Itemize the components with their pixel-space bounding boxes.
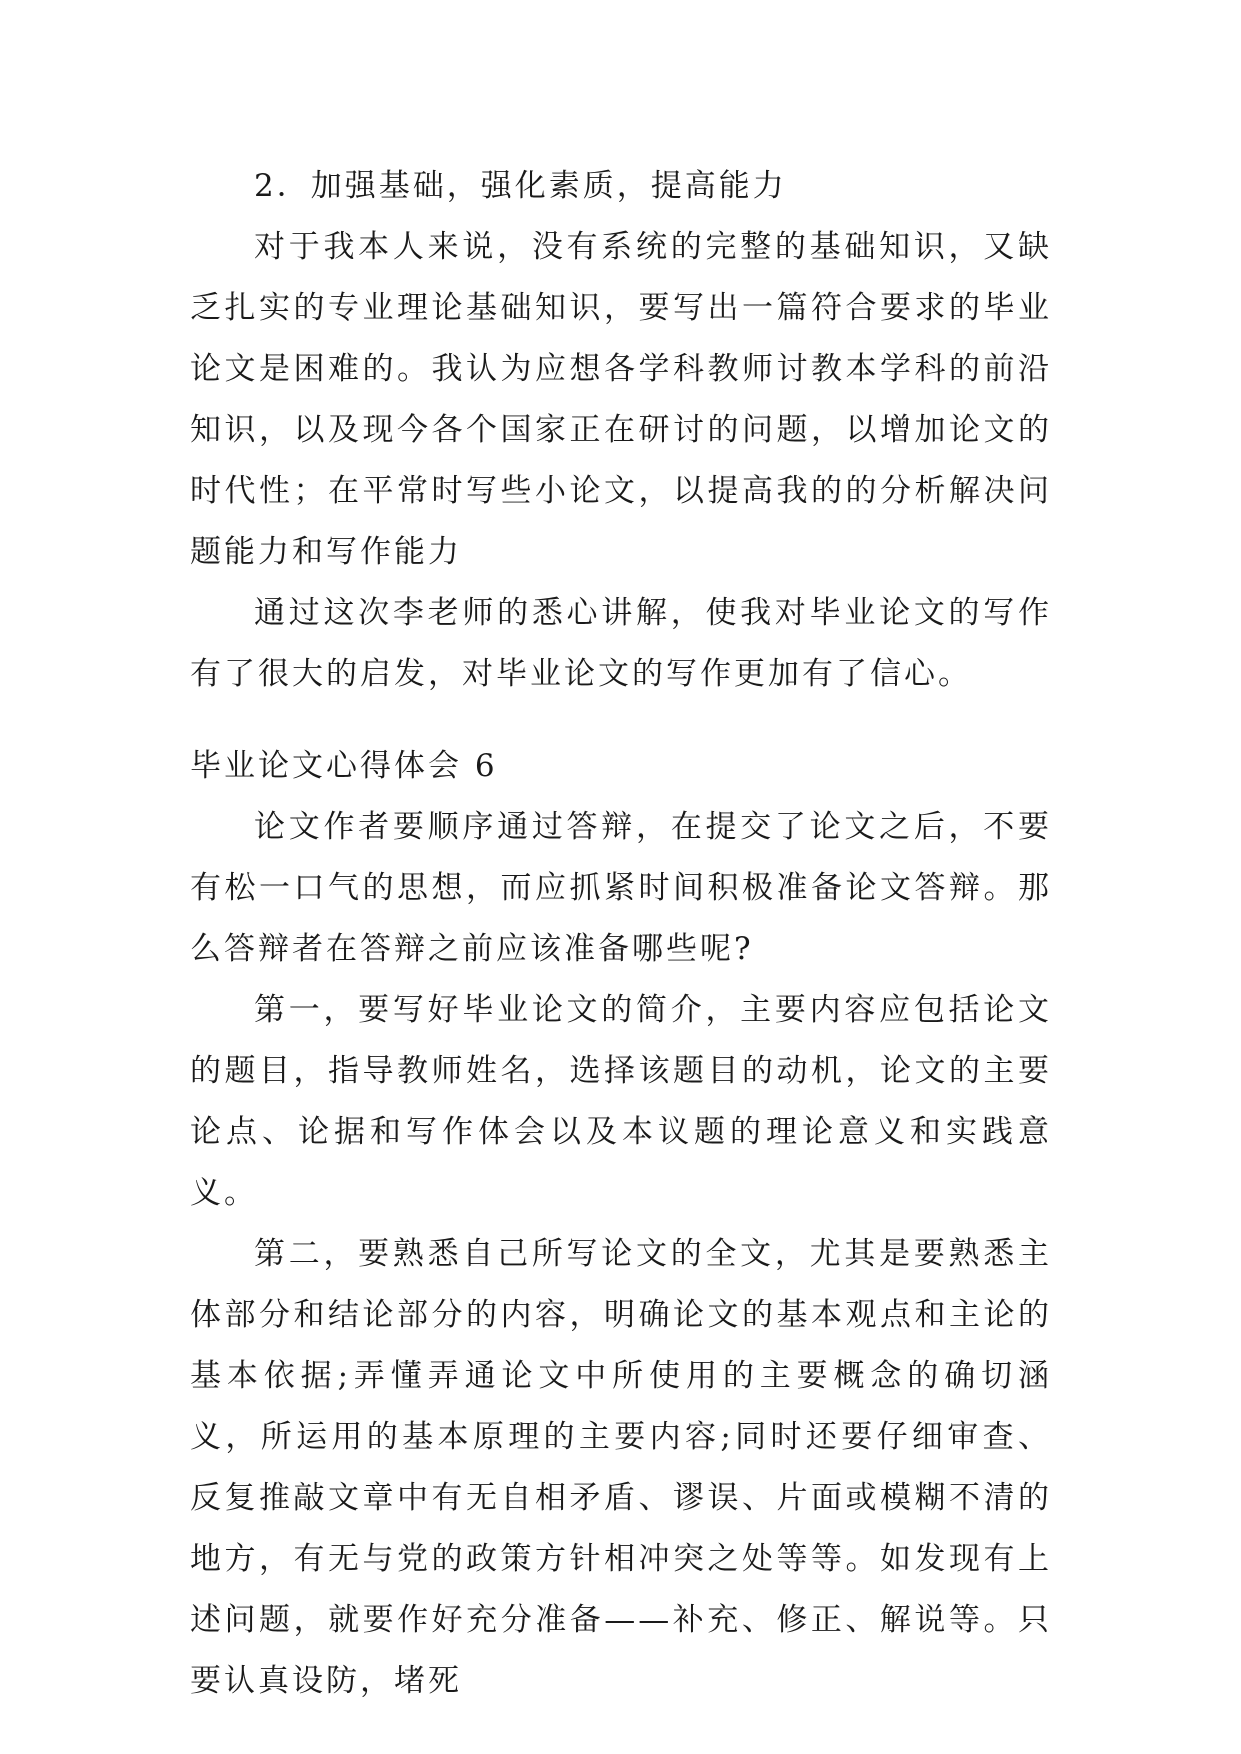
section-b — [190, 736, 1052, 1712]
section-a — [190, 156, 1052, 705]
section-title: 毕业论文心得体会 6 — [190, 748, 498, 784]
paragraph-knowledge: 对于我本人来说，没有系统的完整的基础知识，又缺乏扎实的专业理论基础知识，要写出一篇符合要求的毕业论文是困难的。我认为应想各学科教师讨教本学科的前沿知识，以及现今各个国家正在研讨的问题，以增加论文的时代性；在平常时写些小论文，以提高我的的分析解决问题能力和写作能力 — [190, 229, 1052, 570]
paragraph-second-point: 第二，要熟悉自己所写论文的全文，尤其是要熟悉主体部分和结论部分的内容，明确论文的基本观点和主论的基本依据;弄懂弄通论文中所使用的主要概念的确切涵义，所运用的基本原理的主要内容;同时还要仔细审查、反复推敲文章中有无自相矛盾、谬误、片面或模糊不清的地方，有无与党的政策方针相冲突之处等等。如发现有上述问题，就要作好充分准备——补充、修正、解说等。只要认真设防，堵死 — [190, 1236, 1052, 1699]
paragraph-defense-intro: 论文作者要顺序通过答辩，在提交了论文之后，不要有松一口气的思想，而应抓紧时间积极准备论文答辩。那么答辩者在答辩之前应该准备哪些呢? — [190, 809, 1052, 967]
subheading-strengthen-basics: 2．加强基础，强化素质，提高能力 — [254, 168, 787, 204]
paragraph-teacher-guidance: 通过这次李老师的悉心讲解，使我对毕业论文的写作有了很大的启发，对毕业论文的写作更加有了信心。 — [190, 595, 1052, 692]
paragraph-first-point: 第一，要写好毕业论文的简介，主要内容应包括论文的题目，指导教师姓名，选择该题目的动机，论文的主要论点、论据和写作体会以及本议题的理论意义和实践意义。 — [190, 992, 1052, 1211]
